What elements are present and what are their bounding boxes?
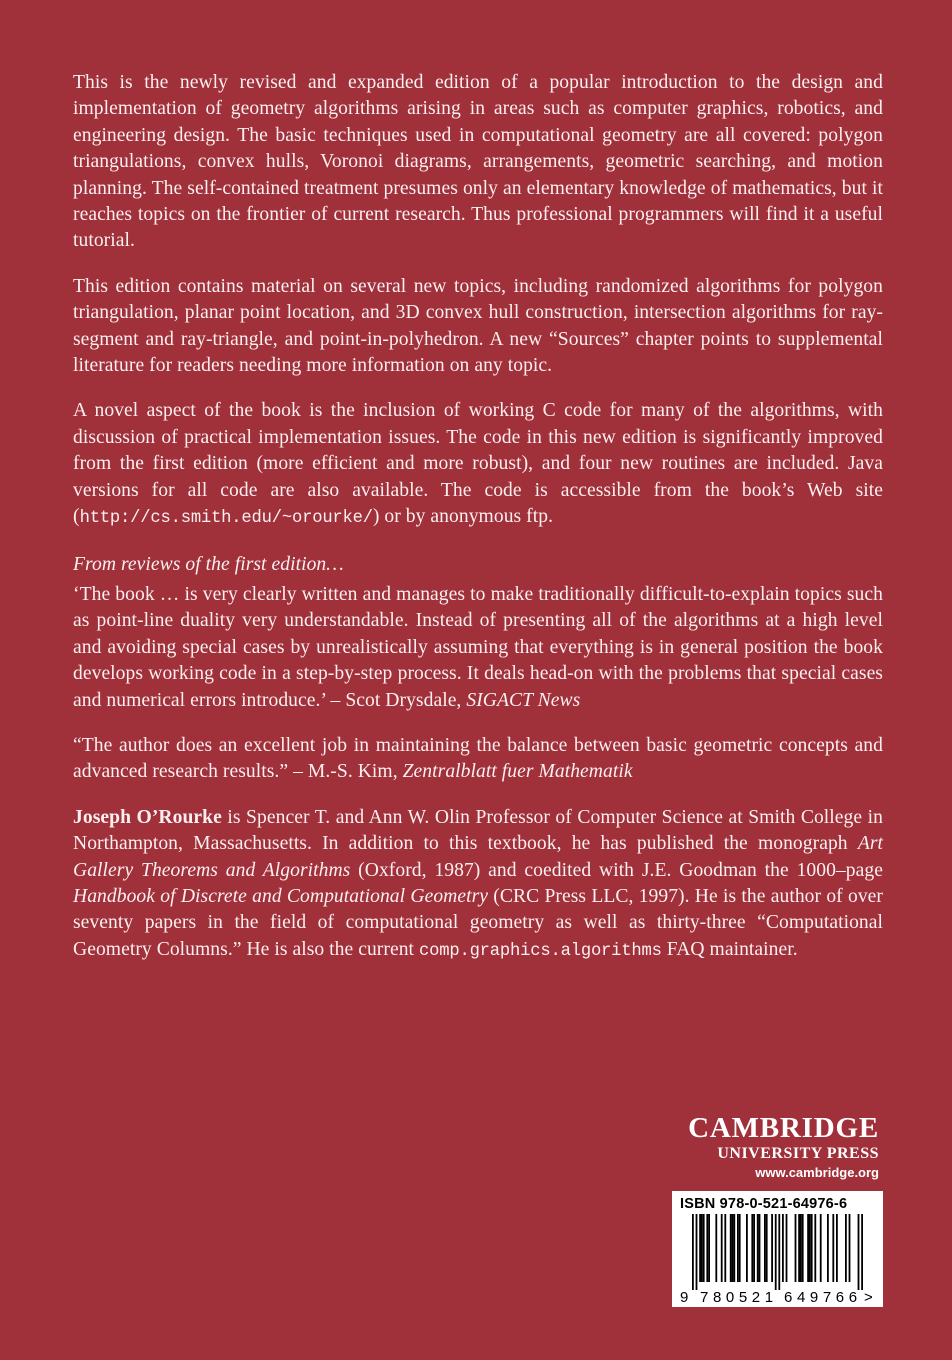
barcode-bar [798, 1214, 800, 1282]
reviews-heading: From reviews of the first edition… [73, 553, 344, 575]
ean-left-digits: 780521 [700, 1289, 778, 1306]
barcode-guard-bar [861, 1214, 863, 1290]
ean-quiet-mark: > [864, 1289, 873, 1306]
author-name: Joseph O’Rourke [73, 806, 222, 828]
barcode-bar [807, 1214, 809, 1282]
bio-newsgroup: comp.graphics.algorithms [419, 941, 662, 961]
barcode-guard-bar [778, 1214, 780, 1290]
barcode-bar [739, 1214, 741, 1282]
barcode-bar [836, 1214, 838, 1282]
barcode-guard-bar [692, 1214, 694, 1290]
publisher-url: www.cambridge.org [755, 1165, 879, 1180]
barcode-bar [730, 1214, 732, 1282]
barcode-bar [814, 1214, 816, 1282]
barcode-bar [732, 1214, 734, 1282]
barcode-bar [715, 1214, 717, 1282]
description-paragraph-1: This is the newly revised and expanded edition of a popular introduction to the design and implementation of geometry algorithms arising in areas such as computer graphics, robotics, and engineering design. The basic techniques used in computational geometry are all covered: polygon triangulations, convex hulls, Voronoi diagrams, arrangements, geometric searching, and motion planning. The self-contained treatment presumes only an elementary knowledge of mathematics, but it reaches topics on the frontier of current research. Thus professional programmers will find it a useful tutorial. [73, 72, 883, 252]
description-paragraph-2: This edition contains material on several new topics, including randomized algorithms for polygon triangulation, planar point location, and 3D convex hull construction, intersection algorithms for ray-segment and ray-triangle, and point-in-polyhedron. A new “Sources” chapter points to supplemental literature for readers needing more information on any topic. [73, 275, 883, 377]
barcode-bar [771, 1214, 773, 1282]
barcode-bar [782, 1214, 784, 1282]
author-bio: Joseph O’Rourke is Spencer T. and Ann W. Olin Professor of Computer Science at Smith College in Northampton, Massachusetts. In addition to this textbook, he has published the monograph Art Gallery Theorems and Algorithms (Oxford, 1987) and coedited with J.E. Goodman the 1000–page Handbook of Discrete and Computational Geometry (CRC Press LLC, 1997). He is the author of over seventy papers in the field of computational geometry as well as thirty-three “Computational Geometry Columns.” He is also the current comp.graphics.algorithms FAQ maintainer. [73, 806, 883, 961]
publisher-logo [664, 1112, 879, 1182]
barcode-bar [746, 1214, 748, 1282]
bio-book-title-1: Art Gallery Theorems and Algorithms [73, 833, 883, 881]
barcode-bar [724, 1214, 726, 1282]
publisher-subtitle: UNIVERSITY PRESS [717, 1145, 879, 1162]
barcode-bar [699, 1214, 701, 1282]
review-source-1: SIGACT News [466, 689, 581, 711]
review-source-2: Zentralblatt fuer Mathematik [402, 761, 633, 783]
barcode-bar [827, 1214, 829, 1282]
barcode-bar [708, 1214, 710, 1282]
barcode-bar [733, 1214, 735, 1282]
website-url: http://cs.smith.edu/~orourke/ [79, 509, 373, 529]
ean-right-digits: 649766 [784, 1289, 862, 1306]
publisher-name: CAMBRIDGE [688, 1112, 879, 1144]
ean-digits [680, 1290, 877, 1306]
barcode-bar [706, 1214, 708, 1282]
barcode-bar [795, 1214, 797, 1282]
barcode-bar [809, 1214, 811, 1282]
back-cover-text [73, 70, 883, 984]
isbn-label: ISBN 978-0-521-64976-6 [680, 1196, 848, 1212]
barcode-bar [845, 1214, 847, 1282]
barcode-bar [757, 1214, 759, 1282]
barcode-bar [753, 1214, 755, 1282]
barcode-bar [820, 1214, 822, 1282]
barcode-bar [802, 1214, 804, 1282]
barcode-guard-bar [775, 1214, 777, 1290]
barcode-bar [849, 1214, 851, 1282]
barcode-bars [680, 1214, 876, 1290]
barcode-guard-bar [696, 1214, 698, 1290]
ean-first-digit: 9 [680, 1289, 689, 1306]
barcode-bar [766, 1214, 768, 1282]
barcode-bar [759, 1214, 761, 1282]
barcode-guard-bar [858, 1214, 860, 1290]
review-quote-2: “The author does an excellent job in maintaining the balance between basic geometric concepts and advanced research results.” – M.-S. Kim, Zentralblatt fuer Mathematik [73, 734, 883, 783]
isbn-barcode [672, 1191, 883, 1307]
barcode-bar [721, 1214, 723, 1282]
barcode-bar [737, 1214, 739, 1282]
description-paragraph-3: A novel aspect of the book is the inclusion of working C code for many of the algorithms, with discussion of practical implementation issues. The code in this new edition is significantly improved from the first edition (more efficient and more robust), and four new routines are included. Java versions for all code are also available. The code is accessible from the book’s Web site (http://cs.smith.edu/~orourke/) or by anonymous ftp. [73, 400, 883, 529]
barcode-bar [701, 1214, 703, 1282]
review-quote-1: ‘The book … is very clearly written and manages to make traditionally difficult-to-explain topics such as point-line duality very understandable. Instead of presenting all of the algorithms at a high level and avoiding special cases by unrealistically assuming that everything is in general position the book develops working code in a step-by-step process. It deals head-on with the problems that special cases and numerical errors introduce.’ – Scot Drysdale, SIGACT News [73, 583, 883, 711]
barcode-bar [811, 1214, 813, 1282]
barcode-bar [751, 1214, 753, 1282]
barcode-bar [832, 1214, 834, 1282]
barcode-bar [703, 1214, 705, 1282]
barcode-bar [800, 1214, 802, 1282]
barcode-bar [786, 1214, 788, 1282]
bio-book-title-2: Handbook of Discrete and Computational Geometry [73, 885, 489, 907]
barcode-bar [764, 1214, 766, 1282]
